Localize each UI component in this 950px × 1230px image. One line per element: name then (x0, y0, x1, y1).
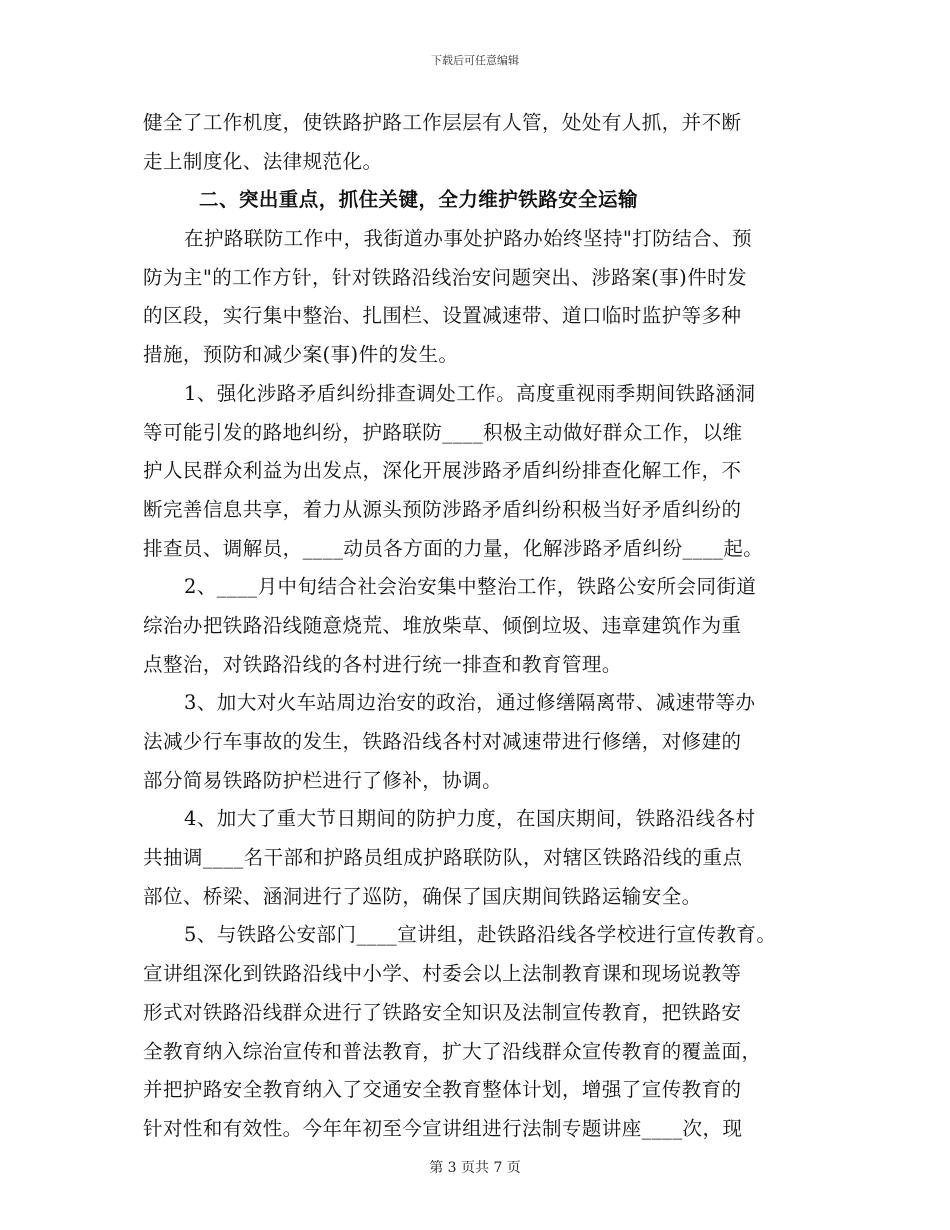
paragraph-line: 部分简易铁路防护栏进行了修补，协调。 (143, 768, 503, 792)
paragraph-line: 5、与铁路公安部门____宣讲组，赴铁路沿线各学校进行宣传教育。 (184, 923, 777, 947)
page-footer: 第 3 页共 7 页 (429, 1160, 521, 1176)
paragraph-line: 2、____月中旬结合社会治安集中整治工作，铁路公安所会同街道 (184, 575, 757, 599)
paragraph-line: 部位、桥梁、涵洞进行了巡防，确保了国庆期间铁路运输安全。 (143, 884, 702, 908)
paragraph-line: 护人民群众利益为出发点，深化开展涉路矛盾纠纷排查化解工作，不 (143, 459, 742, 483)
paragraph-line: 1、强化涉路矛盾纠纷排查调处工作。高度重视雨季期间铁路涵洞 (184, 381, 756, 405)
paragraph-line: 形式对铁路沿线群众进行了铁路安全知识及法制宣传教育，把铁路安 (143, 1000, 742, 1024)
paragraph-line: 全教育纳入综治宣传和普法教育，扩大了沿线群众宣传教育的覆盖面， (143, 1039, 762, 1063)
paragraph-line: 在护路联防工作中，我街道办事处护路办始终坚持"打防结合、预 (184, 227, 753, 251)
paragraph-line: 防为主"的工作方针，针对铁路沿线治安问题突出、涉路案(事)件时发 (143, 265, 748, 289)
paragraph-line: 健全了工作机度，使铁路护路工作层层有人管，处处有人抓，并不断 (143, 111, 742, 134)
document-body (143, 104, 823, 1149)
section-heading: 二、突出重点，抓住关键，全力维护铁路安全运输 (199, 188, 638, 212)
paragraph-line: 走上制度化、法律规范化。 (143, 149, 383, 173)
paragraph-line: 法减少行车事故的发生，铁路沿线各村对减速带进行修缮，对修建的 (143, 730, 742, 753)
paragraph-line: 排查员、调解员，____动员各方面的力量，化解涉路矛盾纠纷____起。 (143, 536, 764, 560)
paragraph-line: 共抽调____名干部和护路员组成护路联防队，对辖区铁路沿线的重点 (143, 846, 743, 870)
paragraph-line: 宣讲组深化到铁路沿线中小学、村委会以上法制教育课和现场说教等 (143, 962, 742, 986)
paragraph-line: 综治办把铁路沿线随意烧荒、堆放柴草、倾倒垃圾、违章建筑作为重 (143, 613, 742, 637)
paragraph-line: 断完善信息共享，着力从源头预防涉路矛盾纠纷积极当好矛盾纠纷的 (143, 497, 742, 521)
page-header: 下载后可任意编辑 (431, 54, 519, 67)
paragraph-line: 的区段，实行集中整治、扎围栏、设置减速带、道口临时监护等多种 (143, 304, 742, 328)
paragraph-line: 等可能引发的路地纠纷，护路联防____积极主动做好群众工作，以维 (143, 420, 743, 444)
paragraph-line: 措施，预防和减少案(事)件的发生。 (143, 343, 459, 367)
paragraph-line: 点整治，对铁路沿线的各村进行统一排查和教育管理。 (143, 652, 622, 676)
paragraph-line: 4、加大了重大节日期间的防护力度，在国庆期间，铁路沿线各村 (184, 807, 756, 831)
paragraph-line: 针对性和有效性。今年年初至今宣讲组进行法制专题讲座____次，现 (143, 1116, 743, 1140)
paragraph-line: 3、加大对火车站周边治安的政治，通过修缮隔离带、减速带等办 (184, 691, 756, 715)
paragraph-line: 并把护路安全教育纳入了交通安全教育整体计划，增强了宣传教育的 (143, 1078, 742, 1102)
